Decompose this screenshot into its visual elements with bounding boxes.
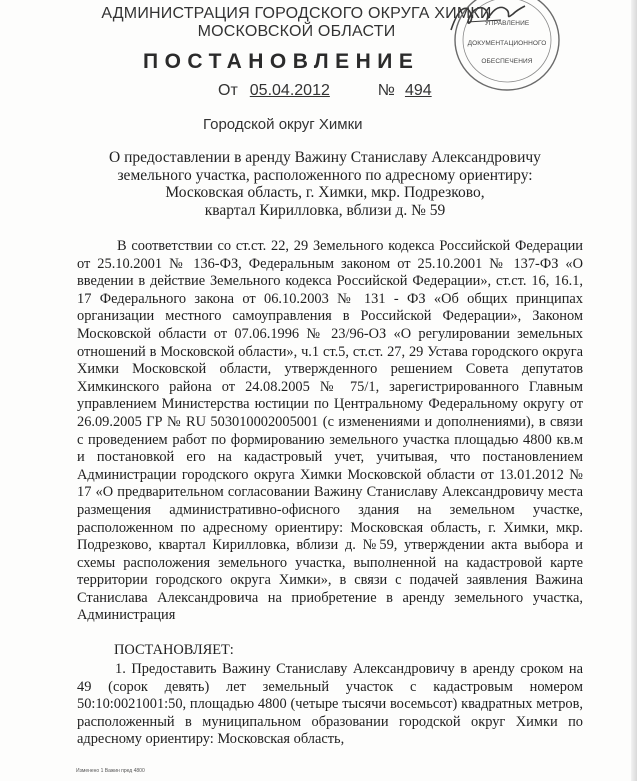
document-number: 494 xyxy=(404,82,432,99)
footer-file-note: Изменено 1 Важин пред 4800 xyxy=(76,768,145,774)
document-date: 05.04.2012 xyxy=(249,82,330,99)
subject-line: О предоставлении в аренду Важину Станиславу Александровичу xyxy=(109,149,541,166)
subject-line: квартал Кирилловка, вблизи д. № 59 xyxy=(204,201,446,219)
stamp-text-3: ОБЕСПЕЧЕНИЯ xyxy=(481,58,533,65)
date-number-line xyxy=(218,82,445,100)
header-administration: АДМИНИСТРАЦИЯ ГОРОДСКОГО ОКРУГА ХИМКИ xyxy=(101,5,492,22)
resolves-heading: ПОСТАНОВЛЯЕТ: xyxy=(114,642,234,658)
subject-line: земельного участка, расположенного по адресному ориентиру: xyxy=(117,166,533,184)
city-name: Городской округ Химки xyxy=(203,116,363,133)
preamble-paragraph: В соответствии со ст.ст. 22, 29 Земельного кодекса Российской Федерации от 25.10.2001 № 136-ФЗ, Федеральным законом от 25.10.2001 № 137-ФЗ «О введении в действие Земельного кодекса Российской Федерации», ст.ст. 16, 16.1, 17 Федерального закона от 06.10.2003 № 131 - ФЗ «Об общих принципах организации местного самоуправления в Российской Федерации», Законом Московской области от 07.06.1996 № 23/96-ОЗ «О регулировании земельных отношений в Московской области», ч.1 ст.5, ст.ст. 27, 29 Устава городского округа Химки Московской области, утвержденного решением Совета депутатов Химкинского района от 24.08.2005 № 75/1, зарегистрированного Главным управлением Министерства юстиции по Центральному Федеральному округу от 26.09.2005 ГР № RU 503010002005001 (с изменениями и дополнениями), в связи с проведением работ по формированию земельного участка площадью 4800 кв.м и постановкой его на кадастровый учет, учитывая, что постановлением Администрации городского округа Химки Московской области от 13.01.2012 № 17 «О предварительном согласовании Важину Станиславу Александровичу места размещения административно-офисного здания на земельном участке, расположенном по адресному ориентиру: Московская область, г. Химки, мкр. Подрезково, квартал Кирилловка, вблизи д. №59, утверждении акта выбора и схемы расположения земельного участка, выполненной на кадастровой карте территории городского округа Химки», в связи с подачей заявления Важина Станислава Александровича на приобретение в аренду земельного участка, Администрация xyxy=(77,238,583,624)
resolution-item-1: 1. Предоставить Важину Станиславу Александровичу в аренду сроком на 49 (сорок девять) лет земельный участок с кадастровым номером 50:10:0021001:50, площадью 4800 (четыре тысячи восемьсот) квадратных метров, расположенный в муниципальном образовании городской округ Химки по адресному ориентиру: Московская область, xyxy=(77,661,583,748)
number-label: № xyxy=(377,82,395,99)
preamble-section xyxy=(77,238,583,625)
subject-line: Московская область, г. Химки, мкр. Подрезково, xyxy=(165,184,485,201)
stamp-text-1: УПРАВЛЕНИЕ xyxy=(484,20,530,27)
page-edge-shadow xyxy=(631,0,637,781)
document-subject xyxy=(95,149,555,219)
from-label: От xyxy=(218,82,238,99)
header-region: МОСКОВСКОЙ ОБЛАСТИ xyxy=(197,23,396,40)
document-title: ПОСТАНОВЛЕНИЕ xyxy=(143,50,420,73)
signature-icon xyxy=(447,0,527,36)
stamp-text-2: ДОКУМЕНТАЦИОННОГО xyxy=(467,40,547,47)
